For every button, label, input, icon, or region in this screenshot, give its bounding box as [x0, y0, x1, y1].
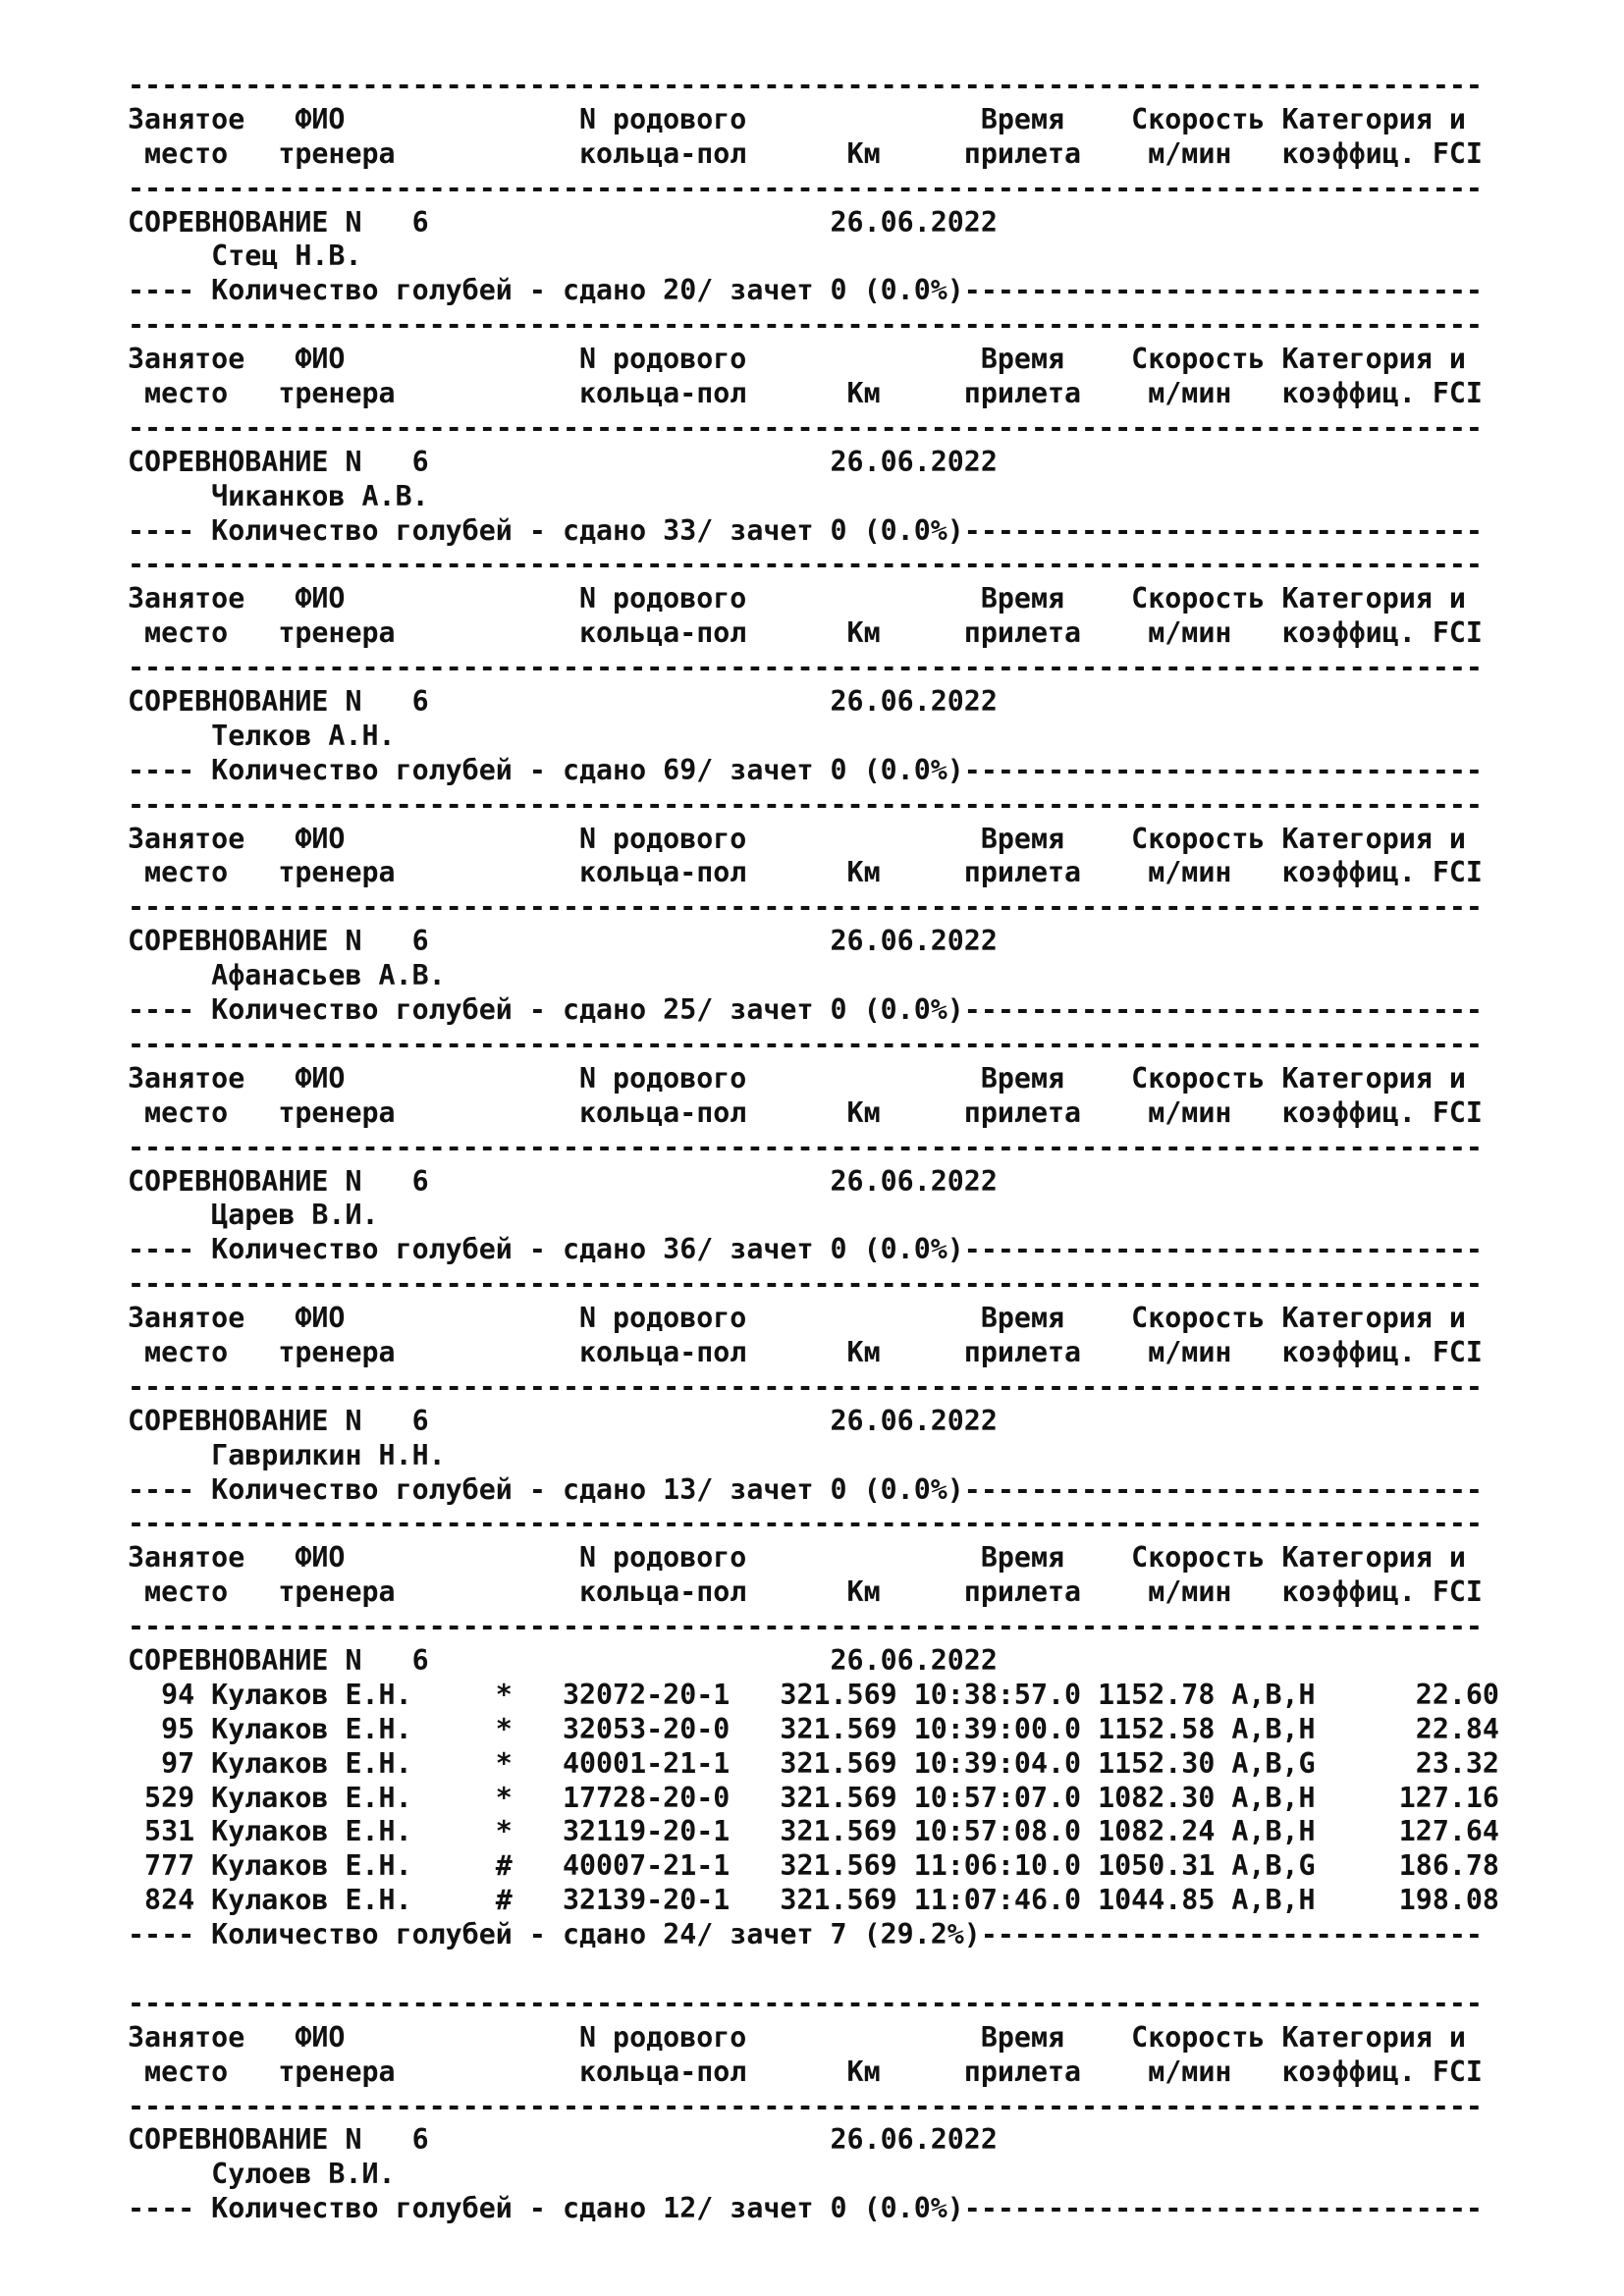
column-header-line-1: Занятое ФИО N родового Время Скорость Категория и — [128, 1302, 1466, 1335]
competition-line: СОРЕВНОВАНИЕ N 6 26.06.2022 — [128, 205, 998, 239]
summary-line: ---- Количество голубей - сдано 69/ зачет 0 (0.0%)------------------------------- — [128, 753, 1483, 786]
column-header-line-1: Занятое ФИО N родового Время Скорость Категория и — [128, 822, 1466, 855]
rule-line: --------------------------------------------------------------------------------- — [128, 410, 1483, 444]
trainer-name: Сулоев В.И. — [128, 2158, 396, 2191]
competition-line: СОРЕВНОВАНИЕ N 6 26.06.2022 — [128, 1643, 998, 1677]
trainer-name: Стец Н.В. — [128, 240, 362, 273]
result-row: 94 Кулаков Е.Н. * 32072-20-1 321.569 10:38:57.0 1152.78 A,B,H 22.60 — [128, 1678, 1499, 1711]
rule-line: --------------------------------------------------------------------------------- — [128, 69, 1483, 101]
column-header-line-1: Занятое ФИО N родового Время Скорость Категория и — [128, 102, 1466, 135]
summary-line: ---- Количество голубей - сдано 24/ зачет 7 (29.2%)------------------------------ — [128, 1918, 1483, 1951]
rule-line: --------------------------------------------------------------------------------- — [128, 1130, 1483, 1163]
summary-line: ---- Количество голубей - сдано 13/ зачет 0 (0.0%)------------------------------- — [128, 1472, 1483, 1506]
column-header-line-2: место тренера кольца-пол Км прилета м/мин коэффиц. FCI — [128, 856, 1483, 889]
summary-line: ---- Количество голубей - сдано 12/ зачет 0 (0.0%)------------------------------- — [128, 2192, 1483, 2225]
printout-sheet — [128, 69, 1600, 2226]
result-row: 824 Кулаков Е.Н. # 32139-20-1 321.569 11:07:46.0 1044.85 A,B,H 198.08 — [128, 1884, 1499, 1917]
rule-line: --------------------------------------------------------------------------------- — [128, 308, 1483, 342]
column-header-line-2: место тренера кольца-пол Км прилета м/мин коэффиц. FCI — [128, 1095, 1483, 1129]
result-row: 95 Кулаков Е.Н. * 32053-20-0 321.569 10:39:00.0 1152.58 A,B,H 22.84 — [128, 1712, 1499, 1745]
rule-line: --------------------------------------------------------------------------------- — [128, 1369, 1483, 1403]
result-row: 97 Кулаков Е.Н. * 40001-21-1 321.569 10:39:04.0 1152.30 A,B,G 23.32 — [128, 1746, 1499, 1780]
column-header-line-2: место тренера кольца-пол Км прилета м/мин коэффиц. FCI — [128, 377, 1483, 410]
rule-line: --------------------------------------------------------------------------------- — [128, 890, 1483, 924]
column-header-line-2: место тренера кольца-пол Км прилета м/мин коэффиц. FCI — [128, 616, 1483, 650]
result-row: 531 Кулаков Е.Н. * 32119-20-1 321.569 10:57:08.0 1082.24 A,B,H 127.64 — [128, 1815, 1499, 1848]
column-header-line-2: место тренера кольца-пол Км прилета м/мин коэффиц. FCI — [128, 1335, 1483, 1368]
competition-line: СОРЕВНОВАНИЕ N 6 26.06.2022 — [128, 685, 998, 719]
competition-line: СОРЕВНОВАНИЕ N 6 26.06.2022 — [128, 925, 998, 958]
rule-line: --------------------------------------------------------------------------------- — [128, 1986, 1483, 2019]
competition-line: СОРЕВНОВАНИЕ N 6 26.06.2022 — [128, 1404, 998, 1437]
column-header-line-1: Занятое ФИО N родового Время Скорость Категория и — [128, 1541, 1466, 1575]
rule-line: --------------------------------------------------------------------------------- — [128, 651, 1483, 684]
competition-line: СОРЕВНОВАНИЕ N 6 26.06.2022 — [128, 1164, 998, 1198]
column-header-line-1: Занятое ФИО N родового Время Скорость Категория и — [128, 1061, 1466, 1095]
rule-line: --------------------------------------------------------------------------------- — [128, 1507, 1483, 1540]
result-row: 777 Кулаков Е.Н. # 40007-21-1 321.569 11:06:10.0 1050.31 A,B,G 186.78 — [128, 1849, 1499, 1883]
rule-line: --------------------------------------------------------------------------------- — [128, 2089, 1483, 2122]
column-header-line-2: место тренера кольца-пол Км прилета м/мин коэффиц. FCI — [128, 1575, 1483, 1609]
summary-line: ---- Количество голубей - сдано 33/ зачет 0 (0.0%)------------------------------- — [128, 513, 1483, 547]
blank-line — [128, 1952, 1600, 1987]
rule-line: --------------------------------------------------------------------------------- — [128, 1610, 1483, 1643]
summary-line: ---- Количество голубей - сдано 36/ зачет 0 (0.0%)------------------------------- — [128, 1233, 1483, 1266]
summary-line: ---- Количество голубей - сдано 25/ зачет 0 (0.0%)------------------------------- — [128, 993, 1483, 1027]
trainer-name: Царев В.И. — [128, 1199, 379, 1232]
column-header-line-1: Занятое ФИО N родового Время Скорость Категория и — [128, 343, 1466, 376]
result-row: 529 Кулаков Е.Н. * 17728-20-0 321.569 10:57:07.0 1082.30 A,B,H 127.16 — [128, 1781, 1499, 1814]
competition-line: СОРЕВНОВАНИЕ N 6 26.06.2022 — [128, 445, 998, 478]
trainer-name: Чиканков А.В. — [128, 479, 429, 512]
rule-line: --------------------------------------------------------------------------------- — [128, 171, 1483, 204]
rule-line: --------------------------------------------------------------------------------- — [128, 1027, 1483, 1060]
rule-line: --------------------------------------------------------------------------------- — [128, 787, 1483, 821]
column-header-line-1: Занятое ФИО N родового Время Скорость Категория и — [128, 582, 1466, 615]
trainer-name: Телков А.Н. — [128, 719, 396, 752]
column-header-line-2: место тренера кольца-пол Км прилета м/мин коэффиц. FCI — [128, 136, 1483, 170]
trainer-name: Гаврилкин Н.Н. — [128, 1438, 446, 1471]
rule-line: --------------------------------------------------------------------------------- — [128, 548, 1483, 581]
competition-line: СОРЕВНОВАНИЕ N 6 26.06.2022 — [128, 2123, 998, 2157]
summary-line: ---- Количество голубей - сдано 20/ зачет 0 (0.0%)------------------------------- — [128, 274, 1483, 307]
column-header-line-1: Занятое ФИО N родового Время Скорость Категория и — [128, 2020, 1466, 2054]
rule-line: --------------------------------------------------------------------------------- — [128, 1267, 1483, 1301]
column-header-line-2: место тренера кольца-пол Км прилета м/мин коэффиц. FCI — [128, 2055, 1483, 2088]
trainer-name: Афанасьев А.В. — [128, 959, 446, 992]
